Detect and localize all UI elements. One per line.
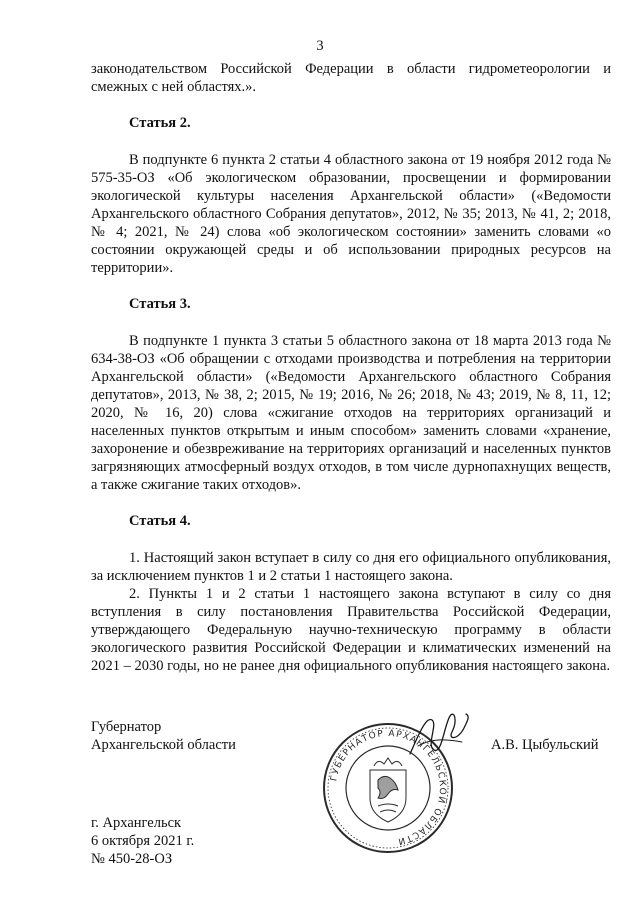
place-and-date [91, 814, 194, 868]
signatory-title-line-1: Губернатор [91, 719, 162, 735]
law-number: № 450-28-ОЗ [91, 851, 173, 867]
city: г. Архангельск [91, 815, 182, 831]
coat-of-arms-icon [370, 758, 406, 822]
seal-lettering: ГУБЕРНАТОР АРХАНГЕЛЬСКОЙ ОБЛАСТИ [329, 728, 448, 847]
page-number: 3 [316, 38, 324, 54]
article-2-heading: Статья 2. [129, 115, 191, 131]
article-4-item-1: 1. Настоящий закон вступает в силу со дня его официального опубликования, за исключением пунктов 1 и 2 статьи 1 настоящего закона. [91, 550, 611, 584]
signatory-name: А.В. Цыбульский [491, 737, 599, 753]
article-3-heading: Статья 3. [129, 296, 191, 312]
signing-date: 6 октября 2021 г. [91, 833, 195, 849]
handwritten-signature [404, 706, 474, 766]
article-2-paragraph: В подпункте 6 пункта 2 статьи 4 областного закона от 19 ноября 2012 года № 575-35-ОЗ «Об экологическом образовании, просвещении и формировании экологической культуры населения Архангельской области» («Ведомости Архангельского областного Собрания депутатов», 2012, № 35; 2013, № 41, 2; 2018, № 4; 2021, № 24) слова «об экологическом состоянии» заменить словами «о состоянии окружающей среды и об использовании природных ресурсов на территории». [91, 152, 611, 276]
article-4-heading: Статья 4. [129, 513, 191, 529]
intro-paragraph: законодательством Российской Федерации в области гидрометеорологии и смежных с ней областях.». [91, 61, 611, 95]
signatory-title-line-2: Архангельской области [91, 737, 236, 753]
article-4-item-2: 2. Пункты 1 и 2 статьи 1 настоящего закона вступают в силу со дня вступления в силу постановления Правительства Российской Федерации, утверждающего Федеральную научно-техническую программу в области экологического развития Российской Федерации и климатических изменений на 2021 – 2030 годы, но не ранее дня официального опубликования настоящего закона. [91, 586, 611, 674]
document-body [91, 60, 611, 675]
signatory-title [91, 718, 236, 754]
article-3-paragraph: В подпункте 1 пункта 3 статьи 5 областного закона от 18 марта 2013 года № 634-38-ОЗ «Об обращении с отходами производства и потребления на территории Архангельской области» («Ведомости Архангельского областного Собрания депутатов», 2013, № 38, 2; 2015, № 19; 2016, № 26; 2018, № 43; 2019, № 8, 11, 12; 2020, № 16, 20) слова «сжигание отходов на территориях организаций и населенных пунктов открытым и иным способом» заменить словами «хранение, захоронение и обезвреживание на территориях организаций и населенных пунктов загрязняющих атмосферный воздух отходов, в том числе дурнопахнущих веществ, а также сжигание таких отходов». [91, 333, 611, 493]
